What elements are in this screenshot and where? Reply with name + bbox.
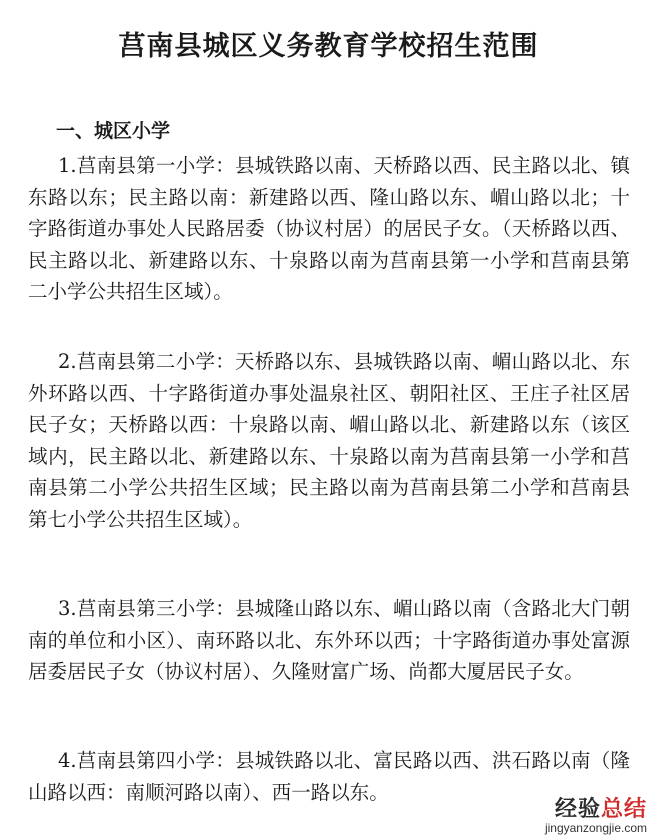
section-heading: 一、城区小学	[56, 120, 171, 142]
document-title: 莒南县城区义务教育学校招生范围	[118, 31, 539, 62]
watermark-text-accent: 总结	[600, 796, 647, 821]
watermark-text-main: 经验	[554, 796, 601, 821]
paragraph-school-3: 3.莒南县第三小学：县城隆山路以东、嵋山路以南（含路北大门朝南的单位和小区）、南环路以北、东外环以西；十字路街道办事处富源居委居民子女（协议村居）、久隆财富广场、尚都大厦居民子女。	[28, 597, 630, 684]
paragraph-school-1: 1.莒南县第一小学：县城铁路以南、天桥路以西、民主路以北、镇东路以东；民主路以南：新建路以西、隆山路以东、嵋山路以北；十字路街道办事处人民路居委（协议村居）的居民子女。（天桥路以西、民主路以北、新建路以东、十泉路以南为莒南县第一小学和莒南县第二小学公共招生区域）。	[28, 154, 630, 304]
paragraph-school-2: 2.莒南县第二小学：天桥路以东、县城铁路以南、嵋山路以北、东外环路以西、十字路街道办事处温泉社区、朝阳社区、王庄子社区居民子女；天桥路以西：十泉路以南、嵋山路以北、新建路以东（该区域内，民主路以北、新建路以东、十泉路以南为莒南县第一小学和莒南县第二小学公共招生区域；民主路以南为莒南县第二小学和莒南县第七小学公共招生区域）。	[28, 350, 630, 531]
paragraph-school-4: 4.莒南县第四小学：县城铁路以北、富民路以西、洪石路以南（隆山路以西：南顺河路以南）、西一路以东。	[28, 749, 630, 804]
watermark-text	[545, 792, 647, 823]
watermark-url: jingyanzongjie.com	[544, 821, 647, 835]
watermark-logo	[545, 792, 647, 835]
